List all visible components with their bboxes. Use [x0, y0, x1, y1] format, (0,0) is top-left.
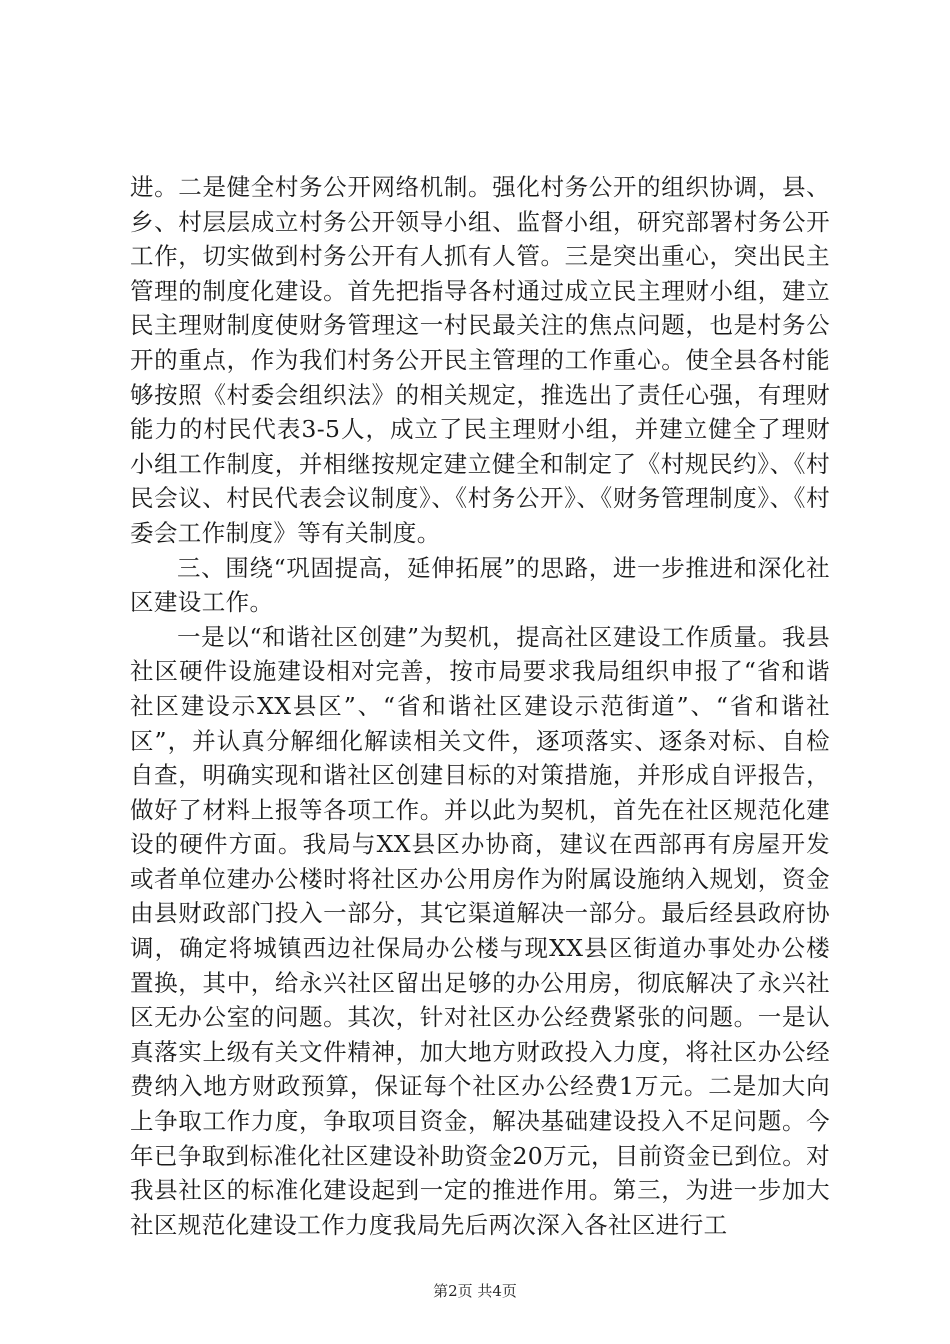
document-body	[130, 170, 830, 1242]
page-number: 第2页 共4页	[433, 1282, 517, 1300]
body-paragraph-2: 一是以“和谐社区创建”为契机，提高社区建设工作质量。我县社区硬件设施建设相对完善，按市局要求我局组织申报了“省和谐社区建设示XX县区”、“省和谐社区建设示范街道”、“省和谐社区”，并认真分解细化解读相关文件，逐项落实、逐条对标、自检自查，明确实现和谐社区创建目标的对策措施，并形成自评报告，做好了材料上报等各项工作。并以此为契机，首先在社区规范化建设的硬件方面。我局与XX县区办协商，建议在西部再有房屋开发或者单位建办公楼时将社区办公用房作为附属设施纳入规划，资金由县财政部门投入一部分，其它渠道解决一部分。最后经县政府协调，确定将城镇西边社保局办公楼与现XX县区街道办事处办公楼置换，其中，给永兴社区留出足够的办公用房，彻底解决了永兴社区无办公室的问题。其次，针对社区办公经费紧张的问题。一是认真落实上级有关文件精神，加大地方财政投入力度，将社区办公经费纳入地方财政预算，保证每个社区办公经费1万元。二是加大向上争取工作力度，争取项目资金，解决基础建设投入不足问题。今年已争取到标准化社区建设补助资金20万元，目前资金已到位。对我县社区的标准化建设起到一定的推进作用。第三，为进一步加大社区规范化建设工作力度我局先后两次深入各社区进行工	[130, 622, 830, 1239]
body-paragraph-1: 进。二是健全村务公开网络机制。强化村务公开的组织协调，县、乡、村层层成立村务公开领导小组、监督小组，研究部署村务公开工作，切实做到村务公开有人抓有人管。三是突出重心，突出民主管理的制度化建设。首先把指导各村通过成立民主理财小组，建立民主理财制度使财务管理这一村民最关注的焦点问题，也是村务公开的重点，作为我们村务公开民主管理的工作重心。使全县各村能够按照《村委会组织法》的相关规定，推选出了责任心强，有理财能力的村民代表3-5人，成立了民主理财小组，并建立健全了理财小组工作制度，并相继按规定建立健全和制定了《村规民约》、《村民会议、村民代表会议制度》、《村务公开》、《财务管理制度》、《村委会工作制度》等有关制度。	[130, 173, 830, 547]
section-heading-3: 三、围绕“巩固提高，延伸拓展”的思路，进一步推进和深化社区建设工作。	[130, 553, 830, 617]
